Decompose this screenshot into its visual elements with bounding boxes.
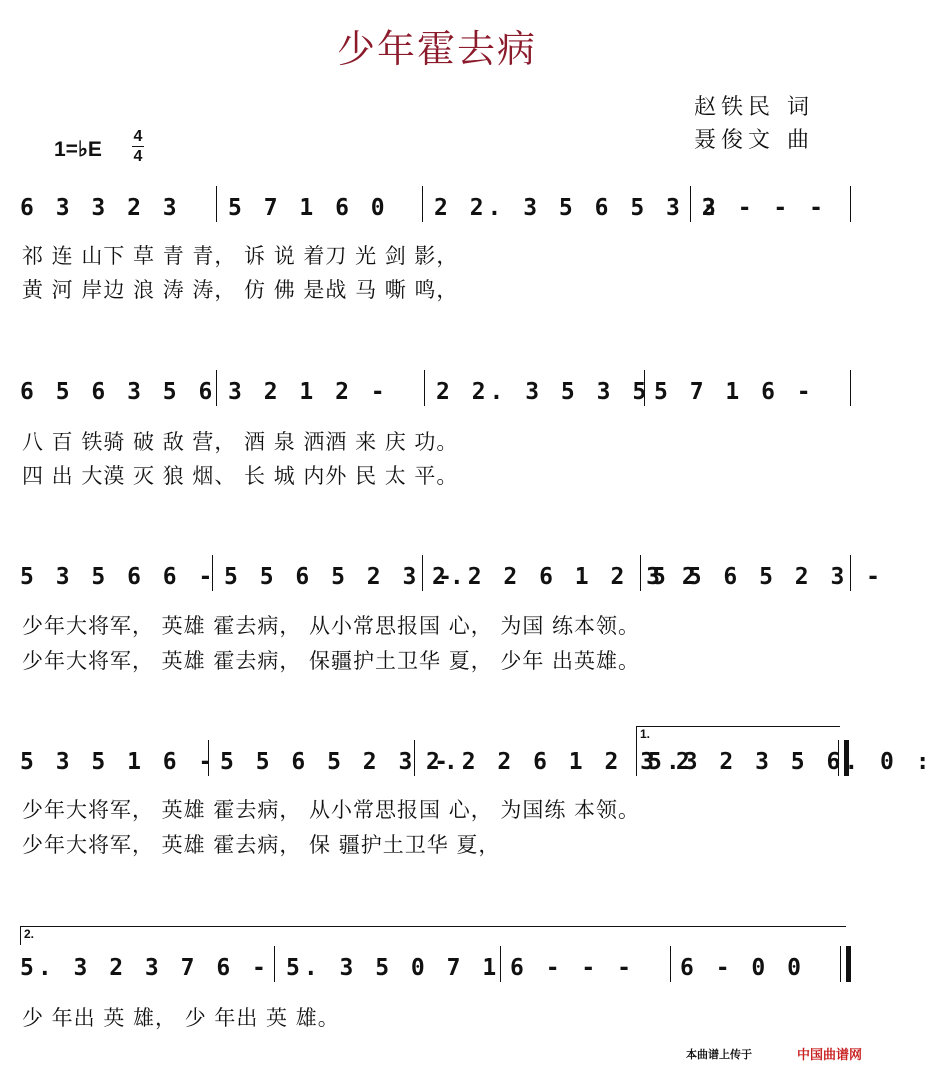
lyric-line: 少 年出 英 雄， 少 年出 英 雄。 <box>22 1006 340 1030</box>
upload-note: 本曲谱上传于 <box>686 1048 752 1061</box>
measure: 2.2 2 6 1 2 3 2 <box>426 749 694 775</box>
measure: 3 2 1 2 - <box>228 379 389 405</box>
composer-credit: 聂俊文 曲 <box>694 128 814 153</box>
barline <box>850 555 851 591</box>
site-watermark: 中国曲谱网 <box>796 1048 862 1063</box>
measure: 2 2. 3 5 6 5 3 2 <box>434 195 720 221</box>
second-ending-bracket: 2. <box>20 926 846 945</box>
key-signature: 1=♭E <box>54 138 102 161</box>
barline <box>636 740 637 776</box>
measure: 6 3 3 2 3 <box>20 195 181 221</box>
barline <box>644 370 645 406</box>
measure: 5 3 5 6 6 - <box>20 564 217 590</box>
final-barline <box>846 946 851 982</box>
lyric-line: 四 出 大漠 灭 狼 烟、 长 城 内外 民 太 平。 <box>22 464 459 488</box>
barline <box>850 186 851 222</box>
barline <box>670 946 671 982</box>
barline <box>414 740 415 776</box>
barline <box>212 555 213 591</box>
staff-system-2 <box>0 368 874 418</box>
measure: 5. 3 2 3 7 6 - <box>20 955 270 981</box>
barline <box>850 370 851 406</box>
lyric-line: 少年大将军， 英雄 霍去病， 从小常思报国 心， 为国练 本领。 <box>22 798 641 822</box>
barline <box>840 946 841 982</box>
measure: 5 5 6 5 2 3 - <box>220 749 453 775</box>
lyricist-credit: 赵铁民 词 <box>694 95 814 120</box>
barline <box>424 370 425 406</box>
barline <box>422 555 423 591</box>
repeat-end-barline <box>844 740 849 776</box>
measure: 5 7 1 6 - <box>654 379 815 405</box>
measure: 2.2 2 6 1 2 3 2 <box>432 564 700 590</box>
measure: 5. 3 5 0 7 1 <box>286 955 501 981</box>
measure: 6 - - - <box>510 955 635 981</box>
time-signature-bottom: 4 <box>133 148 143 165</box>
lyric-line: 少年大将军， 英雄 霍去病， 从小常思报国 心， 为国 练本领。 <box>22 614 641 638</box>
staff-system-3 <box>0 553 885 603</box>
measure: 5.3 2 3 5 6. 0 : <box>648 749 934 775</box>
measure: 5 3 5 1 6 - <box>20 749 217 775</box>
staff-system-4 <box>0 738 934 788</box>
measure: 6 - 0 0 <box>680 955 805 981</box>
barline <box>422 186 423 222</box>
barline <box>640 555 641 591</box>
barline <box>216 370 217 406</box>
staff-system-1 <box>0 184 874 234</box>
barline <box>500 946 501 982</box>
first-ending-bracket: 1. <box>636 726 840 745</box>
measure: 2 2. 3 5 3 5 <box>436 379 651 405</box>
lyric-line: 祁 连 山下 草 青 青， 诉 说 着刀 光 剑 影， <box>22 244 459 268</box>
measure: 5 5 6 5 2 3 - <box>652 564 885 590</box>
lyric-line: 少年大将军， 英雄 霍去病， 保疆护土卫华 夏， 少年 出英雄。 <box>22 649 641 673</box>
barline <box>838 740 839 776</box>
measure: 5 5 6 5 2 3 - <box>224 564 457 590</box>
staff-system-5 <box>0 944 874 994</box>
barline <box>216 186 217 222</box>
lyric-line: 八 百 铁骑 破 敌 营， 酒 泉 洒酒 来 庆 功。 <box>22 430 459 454</box>
time-signature-top: 4 <box>133 128 143 145</box>
barline <box>274 946 275 982</box>
measure: 3 - - - <box>702 195 827 221</box>
measure: 5 7 1 6 0 <box>228 195 389 221</box>
lyric-line: 黄 河 岸边 浪 涛 涛， 仿 佛 是战 马 嘶 鸣， <box>22 278 459 302</box>
barline <box>690 186 691 222</box>
song-title: 少年霍去病 <box>336 27 537 71</box>
time-signature <box>132 127 144 166</box>
barline <box>208 740 209 776</box>
lyric-line: 少年大将军， 英雄 霍去病， 保 疆护土卫华 夏， <box>22 833 501 857</box>
measure: 6 5 6 3 5 6 <box>20 379 217 405</box>
